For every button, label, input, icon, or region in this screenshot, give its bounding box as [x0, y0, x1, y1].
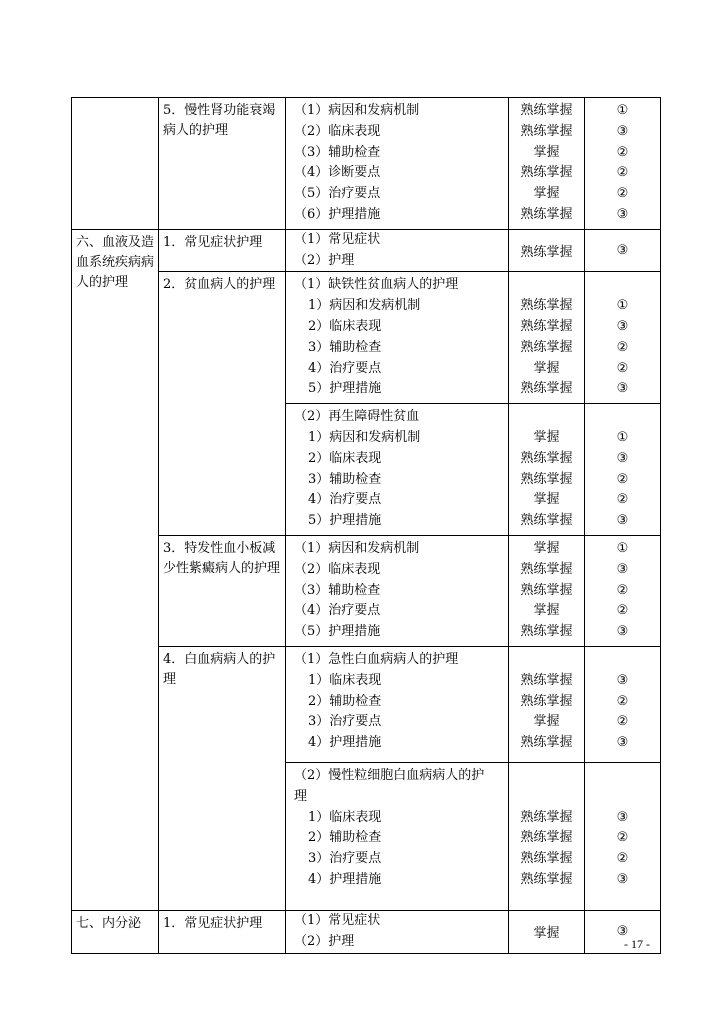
level-cell: [509, 404, 585, 536]
table-row: [72, 535, 661, 646]
level-text: 熟练掌握: [520, 871, 573, 887]
items-cell: [286, 910, 509, 953]
topic-cell: [159, 910, 286, 953]
list-item: （4）治疗要点: [294, 603, 381, 619]
list-item: （3）辅助检查: [294, 582, 381, 598]
table-row: [72, 646, 661, 762]
list-item: （1）常见症状: [294, 231, 381, 247]
level-text: 熟练掌握: [520, 561, 573, 577]
list-item: （2）临床表现: [294, 123, 381, 139]
unit-cell: [72, 98, 159, 230]
list-item: （1）病因和发病机制: [294, 103, 420, 118]
topic-text: 4．白血病病人的护理: [163, 651, 276, 687]
list-item: 4）治疗要点: [308, 360, 382, 376]
mark-text: ③: [616, 624, 629, 640]
mark-text: ③: [616, 450, 629, 466]
mark-text: ①: [616, 429, 629, 445]
list-item: （2）护理: [294, 252, 355, 268]
items-cell: [286, 535, 509, 646]
list-item: 1）临床表现: [308, 672, 382, 688]
list-item: 3）辅助检查: [308, 339, 382, 355]
level-text: 熟练掌握: [520, 245, 573, 261]
list-item: 4）护理措施: [308, 871, 382, 887]
item-list: [286, 98, 508, 229]
level-text: 熟练掌握: [520, 103, 573, 118]
list-item: 3）辅助检查: [308, 471, 382, 487]
list-item: （2）临床表现: [294, 561, 381, 577]
table-row: [72, 272, 661, 404]
mark-text: ③: [616, 381, 629, 397]
level-text: 掌握: [533, 540, 560, 556]
level-text: 熟练掌握: [520, 735, 573, 751]
mark-text: ②: [616, 165, 629, 181]
mark-text: ③: [616, 735, 629, 751]
mark-cell: [585, 229, 661, 272]
list-item: （4）诊断要点: [294, 165, 381, 181]
level-text: 熟练掌握: [520, 809, 573, 825]
level-text: 熟练掌握: [520, 450, 573, 466]
list-item: （3）辅助检查: [294, 144, 381, 160]
mark-text: ③: [616, 318, 629, 334]
table-row: [72, 910, 661, 953]
mark-text: ①: [616, 540, 629, 556]
group-heading: （1）急性白血病病人的护理: [294, 651, 459, 667]
group-heading: （2）再生障碍性贫血: [294, 409, 420, 425]
level-text: 熟练掌握: [520, 206, 573, 222]
level-text: 熟练掌握: [520, 381, 573, 397]
mark-cell: [585, 98, 661, 230]
list-item: （2）护理: [294, 933, 355, 949]
mark-text: ②: [616, 693, 629, 709]
syllabus-table: [71, 97, 661, 954]
list-item: 3）治疗要点: [308, 714, 382, 730]
mark-text: ②: [616, 360, 629, 376]
level-cell: [509, 98, 585, 230]
level-cell: [509, 229, 585, 272]
level-text: 熟练掌握: [520, 339, 573, 355]
group-heading: （2）慢性粒细胞白血病病人的护理: [294, 767, 485, 804]
level-text: 熟练掌握: [520, 830, 573, 846]
level-text: 熟练掌握: [520, 165, 573, 181]
topic-text: 1．常见症状护理: [163, 915, 263, 931]
level-text: 熟练掌握: [520, 672, 573, 688]
list-item: （5）治疗要点: [294, 186, 381, 202]
group-heading: （1）缺铁性贫血病人的护理: [294, 277, 459, 293]
mark-text: ③: [616, 123, 629, 139]
mark-text: ②: [616, 851, 629, 867]
mark-text: ③: [616, 924, 629, 940]
mark-cell: [585, 535, 661, 646]
mark-text: ②: [616, 339, 629, 355]
mark-cell: [585, 272, 661, 404]
mark-text: ②: [616, 186, 629, 202]
level-text: 掌握: [533, 714, 560, 730]
list-item: 1）病因和发病机制: [308, 429, 421, 445]
mark-cell: [585, 404, 661, 536]
level-text: 掌握: [533, 144, 560, 160]
list-item: （1）病因和发病机制: [294, 540, 420, 556]
unit-text: 七、内分泌: [76, 915, 142, 931]
topic-cell: [159, 272, 286, 536]
mark-text: ②: [616, 830, 629, 846]
items-cell: [286, 646, 509, 762]
unit-cell: [72, 229, 159, 910]
topic-cell: [159, 646, 286, 910]
level-text: 熟练掌握: [520, 471, 573, 487]
list-item: （1）常见症状: [294, 912, 381, 928]
topic-cell: [159, 98, 286, 230]
mark-cell: [585, 646, 661, 762]
level-text: 掌握: [533, 186, 560, 202]
mark-text: ③: [616, 871, 629, 887]
mark-text: ①: [616, 298, 629, 314]
mark-text: ③: [616, 243, 629, 259]
list-item: （5）护理措施: [294, 624, 381, 640]
mark-text: ②: [616, 714, 629, 730]
items-cell: [286, 229, 509, 272]
mark-text: ③: [616, 513, 629, 529]
level-cell: [509, 646, 585, 762]
list-item: 2）临床表现: [308, 318, 382, 334]
level-text: 熟练掌握: [520, 513, 573, 529]
list-item: 2）辅助检查: [308, 693, 382, 709]
level-text: 掌握: [533, 492, 560, 508]
topic-cell: [159, 535, 286, 646]
unit-cell: [72, 910, 159, 953]
list-item: 3）治疗要点: [308, 851, 382, 867]
items-cell: [286, 404, 509, 536]
level-text: 掌握: [533, 429, 560, 445]
list-item: 2）临床表现: [308, 450, 382, 466]
list-item: （6）护理措施: [294, 206, 381, 222]
topic-cell: [159, 229, 286, 272]
items-cell: [286, 272, 509, 404]
level-text: 掌握: [533, 603, 560, 619]
level-text: 掌握: [533, 926, 560, 942]
list-item: 2）辅助检查: [308, 830, 382, 846]
mark-text: ②: [616, 603, 629, 619]
level-text: 熟练掌握: [520, 298, 573, 314]
level-cell: [509, 910, 585, 953]
mark-text: ②: [616, 492, 629, 508]
mark-text: ②: [616, 582, 629, 598]
mark-text: ①: [616, 103, 629, 118]
items-cell: [286, 98, 509, 230]
page-number: - 17 -: [624, 937, 650, 951]
mark-text: ②: [616, 471, 629, 487]
level-text: 熟练掌握: [520, 123, 573, 139]
list-item: 5）护理措施: [308, 381, 382, 397]
mark-text: ③: [616, 561, 629, 577]
mark-text: ②: [616, 144, 629, 160]
list-item: 1）临床表现: [308, 809, 382, 825]
table-row: [72, 98, 661, 230]
mark-text: ③: [616, 206, 629, 222]
level-text: 熟练掌握: [520, 693, 573, 709]
level-cell: [509, 762, 585, 910]
list-item: 1）病因和发病机制: [308, 298, 421, 314]
list-item: 5）护理措施: [308, 513, 382, 529]
topic-text: 1．常见症状护理: [163, 234, 263, 250]
items-cell: [286, 762, 509, 910]
level-text: 熟练掌握: [520, 318, 573, 334]
list-item: 4）护理措施: [308, 735, 382, 751]
level-text: 熟练掌握: [520, 582, 573, 598]
table-row: [72, 229, 661, 272]
level-text: 掌握: [533, 360, 560, 376]
mark-cell: [585, 762, 661, 910]
mark-text: ③: [616, 809, 629, 825]
level-text: 熟练掌握: [520, 851, 573, 867]
mark-text: ③: [616, 672, 629, 688]
level-cell: [509, 272, 585, 404]
topic-text: 5．慢性肾功能衰竭病人的护理: [163, 103, 276, 138]
unit-text: 六、血液及造血系统疾病病人的护理: [76, 234, 155, 290]
level-cell: [509, 535, 585, 646]
topic-text: 2．贫血病人的护理: [163, 277, 276, 293]
list-item: 4）治疗要点: [308, 492, 382, 508]
topic-text: 3．特发性血小板减少性紫癜病人的护理: [163, 540, 281, 576]
level-text: 熟练掌握: [520, 624, 573, 640]
